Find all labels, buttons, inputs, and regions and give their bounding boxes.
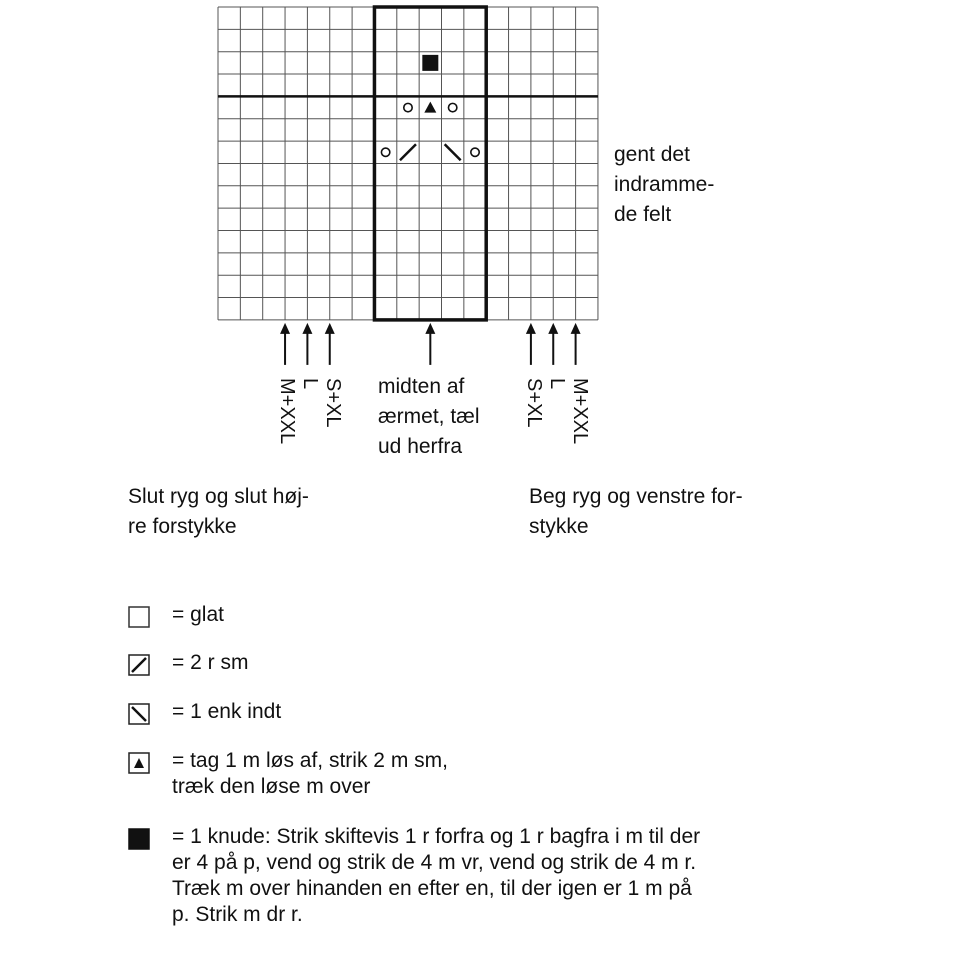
note-line: indramme- bbox=[614, 173, 715, 196]
yarn-over-symbol bbox=[404, 103, 412, 111]
arrow-head bbox=[571, 323, 581, 334]
legend-text-line: = glat bbox=[172, 603, 224, 626]
up-arrow-icon bbox=[548, 323, 558, 365]
center-label bbox=[378, 372, 480, 462]
arrow-head bbox=[325, 323, 335, 334]
knot-icon bbox=[128, 828, 150, 850]
note-line: de felt bbox=[614, 203, 672, 226]
legend-text-line: = 1 knude: Strik skiftevis 1 r forfra og 1 r bagfra i m til der bbox=[172, 825, 701, 848]
arrow-head bbox=[280, 323, 290, 334]
k2tog-icon bbox=[128, 654, 150, 676]
sk2p-symbol bbox=[424, 102, 436, 113]
caption-line: Slut ryg og slut høj- bbox=[128, 485, 309, 508]
caption-line: stykke bbox=[529, 515, 589, 538]
up-arrow-icon bbox=[425, 323, 435, 365]
legend-text-line: = tag 1 m løs af, strik 2 m sm, bbox=[172, 749, 448, 772]
legend-text-line: Træk m over hinanden en efter en, til der igen er 1 m på bbox=[172, 877, 692, 900]
up-arrow-icon bbox=[325, 323, 335, 365]
caption-line: re forstykke bbox=[128, 515, 237, 538]
arrow-head bbox=[302, 323, 312, 334]
size-label-left-m-xxl: M+XXL bbox=[276, 378, 298, 445]
arrow-head bbox=[526, 323, 536, 334]
size-label-right-s-xl: S+XL bbox=[523, 378, 545, 428]
up-arrow-icon bbox=[302, 323, 312, 365]
legend-text-line: træk den løse m over bbox=[172, 775, 371, 798]
size-label-right-l: L bbox=[546, 378, 568, 390]
center-label-line: midten af bbox=[378, 375, 465, 398]
note-line: gent det bbox=[614, 143, 690, 166]
legend-text-line: = 1 enk indt bbox=[172, 700, 282, 723]
ssk-symbol bbox=[445, 144, 461, 160]
legend-text-line: = 2 r sm bbox=[172, 651, 249, 674]
sk2p-icon bbox=[128, 752, 150, 774]
up-arrow-icon bbox=[280, 323, 290, 365]
size-label-left-l: L bbox=[299, 378, 321, 390]
yarn-over-symbol bbox=[448, 103, 456, 111]
up-arrow-icon bbox=[526, 323, 536, 365]
arrow-head bbox=[548, 323, 558, 334]
center-label-line: ærmet, tæl bbox=[378, 405, 480, 428]
arrow-group bbox=[280, 323, 581, 365]
legend-text-line: p. Strik m dr r. bbox=[172, 903, 303, 926]
yarn-over-symbol bbox=[471, 148, 479, 156]
size-label-left-s-xl: S+XL bbox=[322, 378, 344, 428]
knot-symbol bbox=[422, 55, 438, 71]
caption-line: Beg ryg og venstre for- bbox=[529, 485, 743, 508]
framed-area-note bbox=[614, 140, 714, 230]
legend-text-line: er 4 på p, vend og strik de 4 m vr, vend og strik de 4 m r. bbox=[172, 851, 697, 874]
ssk-icon bbox=[128, 703, 150, 725]
left-caption bbox=[128, 482, 309, 542]
center-label-line: ud herfra bbox=[378, 435, 463, 458]
chart-symbols bbox=[381, 55, 479, 160]
up-arrow-icon bbox=[571, 323, 581, 365]
k2tog-symbol bbox=[400, 144, 416, 160]
size-label-right-m-xxl: M+XXL bbox=[569, 378, 591, 445]
yarn-over-symbol bbox=[381, 148, 389, 156]
right-caption bbox=[529, 482, 743, 542]
empty-icon bbox=[128, 606, 150, 628]
arrow-head bbox=[425, 323, 435, 334]
chart-grid bbox=[218, 7, 598, 320]
